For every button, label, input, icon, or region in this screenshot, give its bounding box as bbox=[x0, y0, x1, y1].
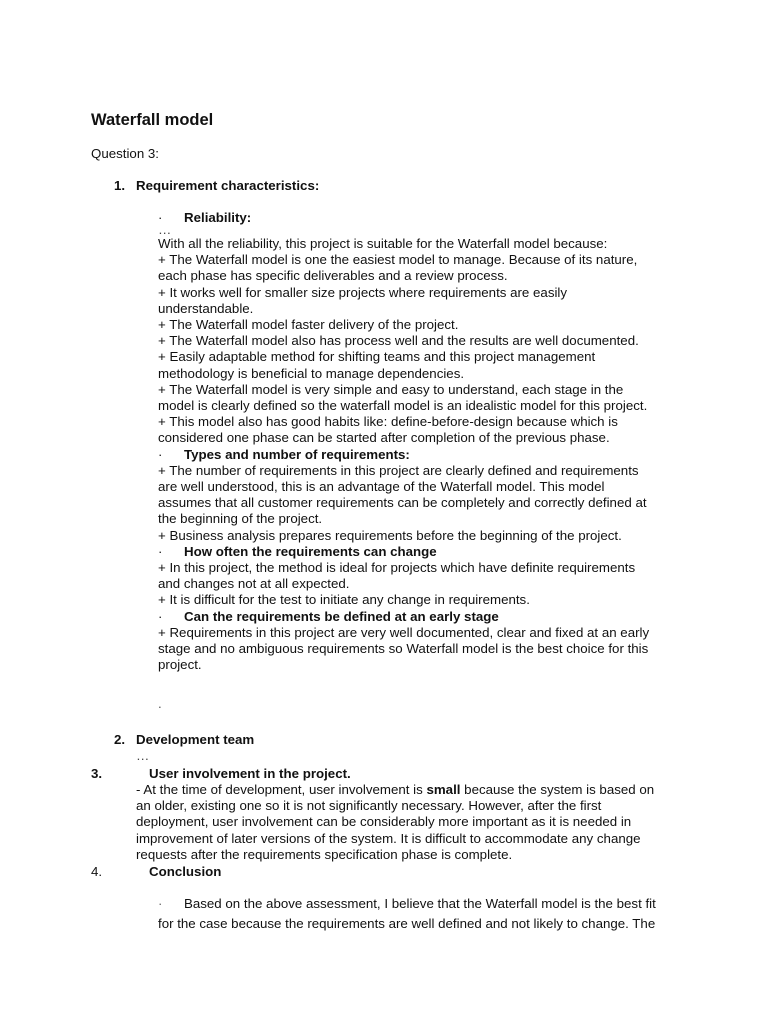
bullet-types bbox=[158, 447, 698, 463]
text-line: understandable. bbox=[158, 300, 254, 316]
reliability-text bbox=[158, 236, 698, 447]
bullet-dot: · bbox=[158, 446, 163, 462]
section-2-number: 2. bbox=[114, 732, 126, 747]
section-3-heading: User involvement in the project. bbox=[149, 766, 351, 781]
early-text bbox=[158, 625, 698, 674]
bullet-dot: · bbox=[158, 896, 163, 911]
text-line: an older, existing one so it is not significantly necessary. However, after the first bbox=[136, 798, 602, 814]
text-line: + Easily adaptable method for shifting teams and this project management bbox=[158, 349, 596, 365]
text-line: + Business analysis prepares requirements before the beginning of the project. bbox=[158, 527, 622, 543]
bullet-dot: · bbox=[158, 543, 163, 559]
text-line: + The Waterfall model also has process well and the results are well documented. bbox=[158, 333, 639, 349]
section-1-number: 1. bbox=[114, 178, 126, 193]
early-label: Can the requirements be defined at an early stage bbox=[184, 608, 499, 624]
section-3-line bbox=[136, 782, 696, 798]
text-line: + In this project, the method is ideal for projects which have definite requirements bbox=[158, 560, 636, 576]
section-3-text bbox=[136, 798, 696, 863]
text-line: + Requirements in this project are very well documented, clear and fixed at an early bbox=[158, 624, 650, 640]
often-label: How often the requirements can change bbox=[184, 543, 437, 559]
question-label: Question 3: bbox=[91, 146, 160, 161]
text-line: + The number of requirements in this project are clearly defined and requirements bbox=[158, 462, 639, 478]
conclusion-line-1 bbox=[158, 894, 656, 914]
text-line: + The Waterfall model faster delivery of the project. bbox=[158, 317, 459, 333]
text-line: project. bbox=[158, 657, 202, 673]
section-2-heading: Development team bbox=[136, 732, 255, 747]
text-line: considered one phase can be started after completion of the previous phase. bbox=[158, 430, 610, 446]
bold-run: small bbox=[426, 782, 461, 797]
text-line: + This model also has good habits like: define-before-design because which is bbox=[158, 414, 618, 430]
ellipsis: … bbox=[158, 222, 172, 237]
section-3-body bbox=[136, 782, 696, 863]
conclusion-line-2: for the case because the requirements are well defined and not likely to change. The bbox=[158, 916, 656, 931]
bullet-dot: · bbox=[158, 608, 163, 624]
often-text bbox=[158, 560, 698, 609]
text-line: + The Waterfall model is one the easiest model to manage. Because of its nature, bbox=[158, 252, 638, 268]
types-text bbox=[158, 463, 698, 544]
text-line: and changes not at all expected. bbox=[158, 576, 350, 592]
text-line: assumes that all customer requirements can be completely and correctly defined at bbox=[158, 495, 647, 511]
text-line: are well understood, this is an advantage of the Waterfall model. This model bbox=[158, 479, 605, 495]
text-line: + It is difficult for the test to initiate any change in requirements. bbox=[158, 592, 530, 608]
text-run: because the system is based on bbox=[460, 782, 655, 797]
conclusion-text: Based on the above assessment, I believe that the Waterfall model is the best fit bbox=[184, 896, 656, 911]
section-1-body bbox=[158, 224, 698, 673]
text-line: model is clearly defined so the waterfall model is an idealistic model for this project. bbox=[158, 398, 648, 414]
text-line: deployment, user involvement can be considerably more important as it is needed in bbox=[136, 814, 632, 830]
text-line: stage and no ambiguous requirements so Waterfall model is the best choice for this bbox=[158, 641, 649, 657]
trailing-dot: . bbox=[158, 696, 162, 711]
section-4-number: 4. bbox=[91, 864, 103, 879]
bullet-dot: · bbox=[158, 210, 163, 225]
text-line: + It works well for smaller size projects where requirements are easily bbox=[158, 284, 568, 300]
bullet-often bbox=[158, 544, 698, 560]
page-title: Waterfall model bbox=[91, 111, 214, 129]
text-line: With all the reliability, this project is suitable for the Waterfall model because: bbox=[158, 236, 608, 251]
section-3-number: 3. bbox=[91, 766, 103, 781]
text-line: each phase has specific deliverables and a review process. bbox=[158, 268, 508, 284]
reliability-label: Reliability: bbox=[184, 210, 252, 225]
types-label: Types and number of requirements: bbox=[184, 446, 410, 462]
section-4-heading: Conclusion bbox=[149, 864, 222, 879]
text-line: improvement of later versions of the system. It is difficult to accommodate any change bbox=[136, 830, 641, 846]
text-line: the beginning of the project. bbox=[158, 511, 323, 527]
text-line: requests after the requirements specification phase is complete. bbox=[136, 846, 513, 862]
section-2-ellipsis: … bbox=[136, 748, 150, 763]
text-line: + The Waterfall model is very simple and easy to understand, each stage in the bbox=[158, 381, 624, 397]
bullet-early bbox=[158, 609, 698, 625]
text-line: methodology is beneficial to manage dependencies. bbox=[158, 365, 465, 381]
text-run: - At the time of development, user involvement is bbox=[136, 782, 427, 797]
section-1-heading: Requirement characteristics: bbox=[136, 178, 320, 193]
